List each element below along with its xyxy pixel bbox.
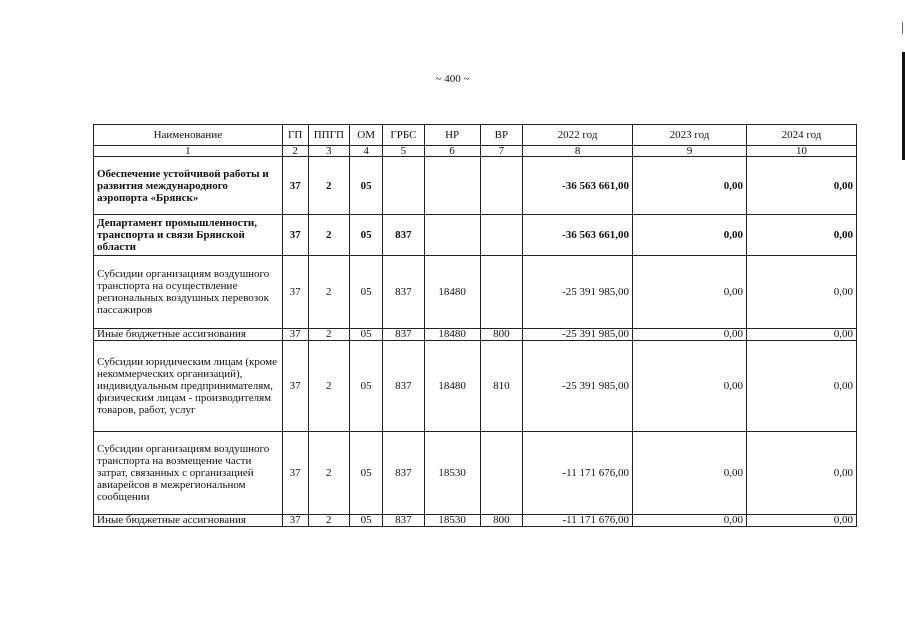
cell-grbs: 837 <box>383 256 424 329</box>
cell-ppgp: 2 <box>308 215 349 256</box>
cell-2023: 0,00 <box>633 432 747 515</box>
cell-ppgp: 2 <box>308 341 349 432</box>
table-row <box>94 157 857 215</box>
cell-gp: 37 <box>282 432 308 515</box>
column-number-row <box>94 146 857 157</box>
cell-gp: 37 <box>282 256 308 329</box>
column-number: 10 <box>747 146 857 157</box>
cell-gp: 37 <box>282 329 308 341</box>
column-number: 6 <box>424 146 480 157</box>
cell-grbs: 837 <box>383 215 424 256</box>
cell-nr <box>424 215 480 256</box>
cell-om: 05 <box>350 341 383 432</box>
cell-nr <box>424 157 480 215</box>
row-name: Субсидии юридическим лицам (кроме некоммерческих организаций), индивидуальным предпринимателям, физическим лицам - производителям товаров, работ, услуг <box>94 341 283 432</box>
cell-grbs: 837 <box>383 341 424 432</box>
budget-table <box>93 124 857 527</box>
row-name: Субсидии организациям воздушного транспорта на возмещение части затрат, связанных с организацией авиарейсов в межрегиональном сообщении <box>94 432 283 515</box>
header-ppgp: ППГП <box>308 125 349 146</box>
cell-2023: 0,00 <box>633 515 747 527</box>
row-name: Иные бюджетные ассигнования <box>94 515 283 527</box>
cell-om: 05 <box>350 157 383 215</box>
cell-gp: 37 <box>282 157 308 215</box>
table-row <box>94 329 857 341</box>
cell-om: 05 <box>350 256 383 329</box>
column-number: 9 <box>633 146 747 157</box>
cell-grbs: 837 <box>383 329 424 341</box>
table-row <box>94 256 857 329</box>
cell-2022: -25 391 985,00 <box>523 341 633 432</box>
cell-vr: 800 <box>480 515 523 527</box>
cell-2024: 0,00 <box>747 215 857 256</box>
page-number: ~ 400 ~ <box>435 73 470 85</box>
row-name: Субсидии организациям воздушного транспорта на осуществление региональных воздушных перевозок пассажиров <box>94 256 283 329</box>
cell-2022: -11 171 676,00 <box>523 515 633 527</box>
cell-grbs: 837 <box>383 432 424 515</box>
cell-om: 05 <box>350 515 383 527</box>
cell-2022: -36 563 661,00 <box>523 157 633 215</box>
cell-vr: 810 <box>480 341 523 432</box>
row-name: Иные бюджетные ассигнования <box>94 329 283 341</box>
header-nr: НР <box>424 125 480 146</box>
cell-om: 05 <box>350 432 383 515</box>
scan-tick-mark <box>902 22 903 34</box>
cell-vr <box>480 432 523 515</box>
row-name: Обеспечение устойчивой работы и развития международного аэропорта «Брянск» <box>94 157 283 215</box>
cell-2022: -36 563 661,00 <box>523 215 633 256</box>
column-number: 3 <box>308 146 349 157</box>
column-number: 7 <box>480 146 523 157</box>
header-om: ОМ <box>350 125 383 146</box>
column-number: 4 <box>350 146 383 157</box>
cell-2024: 0,00 <box>747 432 857 515</box>
header-name: Наименование <box>94 125 283 146</box>
cell-ppgp: 2 <box>308 432 349 515</box>
header-gp: ГП <box>282 125 308 146</box>
table-row <box>94 432 857 515</box>
cell-ppgp: 2 <box>308 515 349 527</box>
header-grbs: ГРБС <box>383 125 424 146</box>
table-row <box>94 341 857 432</box>
cell-2023: 0,00 <box>633 215 747 256</box>
cell-om: 05 <box>350 329 383 341</box>
cell-ppgp: 2 <box>308 157 349 215</box>
cell-gp: 37 <box>282 215 308 256</box>
cell-nr: 18480 <box>424 256 480 329</box>
header-row <box>94 125 857 146</box>
cell-2024: 0,00 <box>747 329 857 341</box>
cell-nr: 18530 <box>424 515 480 527</box>
cell-2024: 0,00 <box>747 256 857 329</box>
column-number: 1 <box>94 146 283 157</box>
cell-vr: 800 <box>480 329 523 341</box>
column-number: 5 <box>383 146 424 157</box>
cell-nr: 18480 <box>424 341 480 432</box>
cell-2024: 0,00 <box>747 515 857 527</box>
column-number: 2 <box>282 146 308 157</box>
cell-gp: 37 <box>282 515 308 527</box>
row-name: Департамент промышленности, транспорта и связи Брянской области <box>94 215 283 256</box>
cell-vr <box>480 215 523 256</box>
cell-2022: -25 391 985,00 <box>523 256 633 329</box>
cell-vr <box>480 157 523 215</box>
header-2022: 2022 год <box>523 125 633 146</box>
cell-vr <box>480 256 523 329</box>
cell-2022: -25 391 985,00 <box>523 329 633 341</box>
table-row <box>94 215 857 256</box>
cell-2024: 0,00 <box>747 341 857 432</box>
cell-2023: 0,00 <box>633 341 747 432</box>
table-row <box>94 515 857 527</box>
cell-grbs <box>383 157 424 215</box>
header-2023: 2023 год <box>633 125 747 146</box>
cell-gp: 37 <box>282 341 308 432</box>
cell-nr: 18530 <box>424 432 480 515</box>
header-2024: 2024 год <box>747 125 857 146</box>
header-vr: ВР <box>480 125 523 146</box>
cell-2023: 0,00 <box>633 256 747 329</box>
cell-2024: 0,00 <box>747 157 857 215</box>
cell-2022: -11 171 676,00 <box>523 432 633 515</box>
cell-2023: 0,00 <box>633 157 747 215</box>
column-number: 8 <box>523 146 633 157</box>
cell-ppgp: 2 <box>308 256 349 329</box>
cell-ppgp: 2 <box>308 329 349 341</box>
cell-nr: 18480 <box>424 329 480 341</box>
cell-2023: 0,00 <box>633 329 747 341</box>
cell-om: 05 <box>350 215 383 256</box>
cell-grbs: 837 <box>383 515 424 527</box>
